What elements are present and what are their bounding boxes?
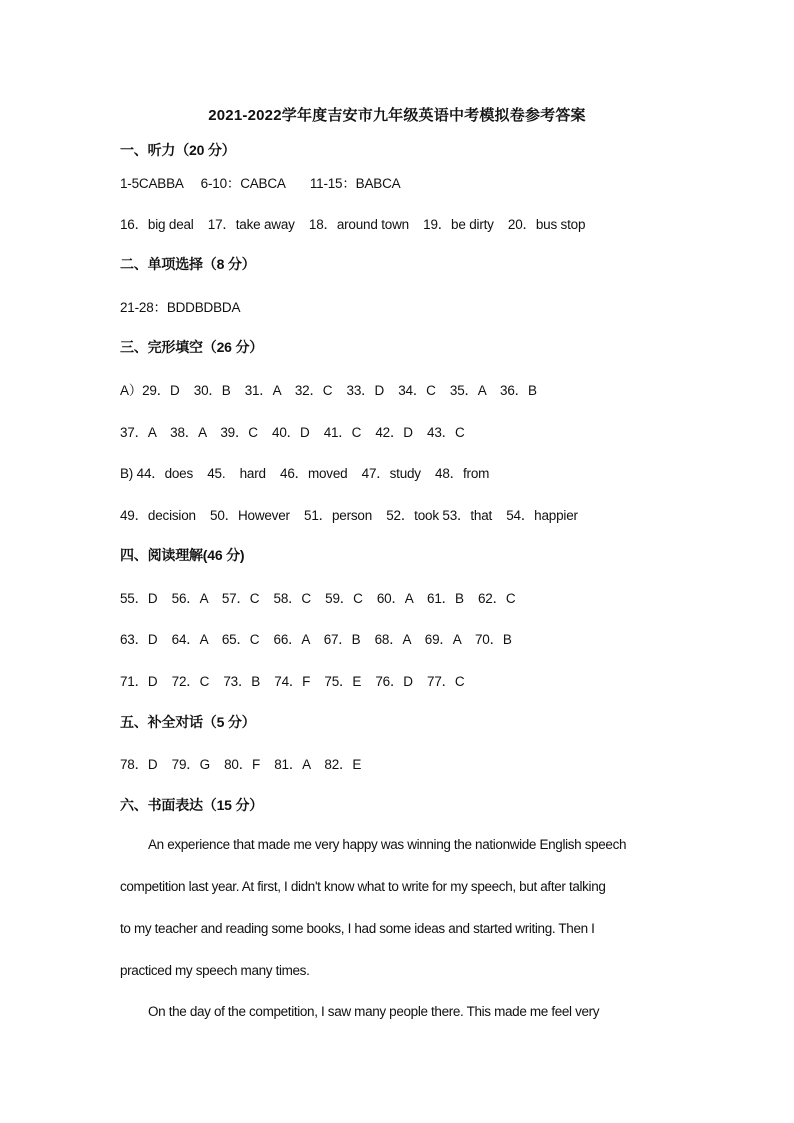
answer-line: 49．decision 50．However 51．person 52．took 53．that 54．happier [120,508,578,523]
answer-line: 63．D 64．A 65．C 66．A 67．B 68．A 69．A 70．B [120,632,512,647]
answer-line: 1-5CABBA 6-10：CABCA 11-15：BABCA [120,176,401,191]
answer-line: 55．D 56．A 57．C 58．C 59．C 60．A 61．B 62．C [120,591,516,606]
answer-line: 16．big deal 17．take away 18．around town 19．be dirty 20．bus stop [120,217,586,232]
essay-line: An experience that made me very happy was winning the nationwide English speech [148,837,627,852]
page-title: 2021-2022学年度吉安市九年级英语中考模拟卷参考答案 [208,107,586,124]
section-heading-listening: 一、听力（20 分） [120,142,236,158]
essay-line: practiced my speech many times. [120,963,310,978]
answer-line: 37．A 38．A 39．C 40．D 41．C 42．D 43．C [120,425,465,440]
section-heading-single-choice: 二、单项选择（8 分） [120,256,256,272]
essay-line: to my teacher and reading some books, I had some ideas and started writing. Then I [120,921,595,936]
section-heading-writing: 六、书面表达（15 分） [120,797,264,813]
essay-line: competition last year. At first, I didn't know what to write for my speech, but after talking [120,879,606,894]
answer-line: 21-28：BDDBDBDA [120,300,241,315]
section-heading-reading: 四、阅读理解(46 分) [120,547,245,563]
answer-line: B) 44．does 45. hard 46．moved 47．study 48．from [120,466,490,481]
essay-line: On the day of the competition, I saw many people there. This made me feel very [148,1004,600,1019]
essay-paragraph-1 [120,836,680,1004]
section-heading-cloze: 三、完形填空（26 分） [120,339,264,355]
answer-line: A）29．D 30．B 31．A 32．C 33．D 34．C 35．A 36．B [120,383,537,398]
essay-paragraph-2 [120,1003,680,1045]
section-heading-dialogue: 五、补全对话（5 分） [120,714,256,730]
answer-line: 78．D 79．G 80．F 81．A 82．E [120,757,362,772]
answer-line: 71．D 72．C 73．B 74．F 75．E 76．D 77．C [120,674,465,689]
